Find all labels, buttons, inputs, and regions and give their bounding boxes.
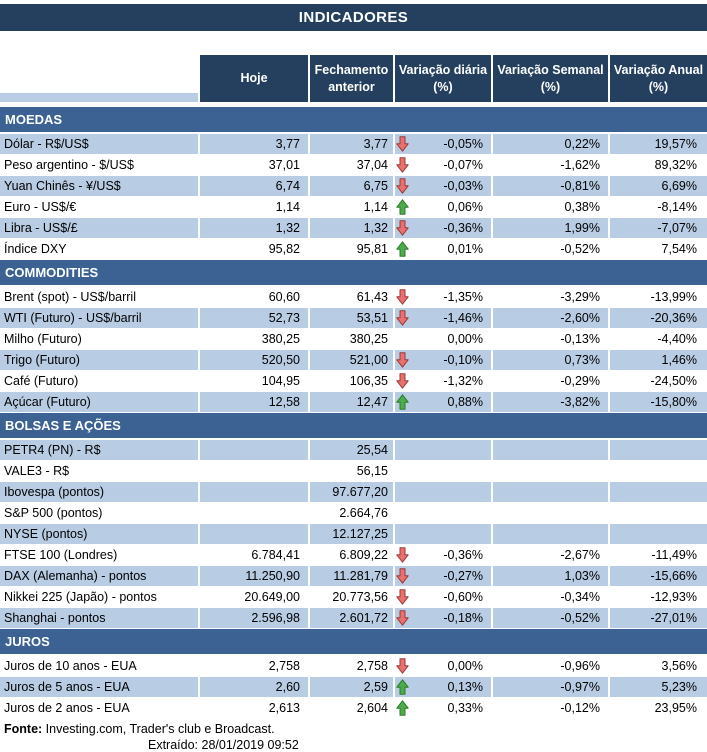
row-label: Peso argentino - $/US$ <box>0 155 200 175</box>
cell-hoje: 20.649,00 <box>200 587 310 607</box>
header-spacer <box>0 55 200 102</box>
cell-fechamento: 97.677,20 <box>310 482 395 502</box>
cell-fechamento: 380,25 <box>310 329 395 349</box>
cell-hoje: 2,613 <box>200 698 310 718</box>
source-line <box>0 722 707 736</box>
cell-variacao-anual: 5,23% <box>610 677 707 697</box>
cell-fechamento: 106,35 <box>310 371 395 391</box>
up-arrow-icon <box>396 394 409 410</box>
table-footer <box>0 722 707 752</box>
cell-hoje: 60,60 <box>200 287 310 307</box>
down-arrow-icon <box>396 568 409 584</box>
page-title: INDICADORES <box>0 4 707 31</box>
row-label: Índice DXY <box>0 239 200 259</box>
row-label: DAX (Alemanha) - pontos <box>0 566 200 586</box>
section-header-commodities: COMMODITIES <box>0 260 707 287</box>
cell-variacao-diaria <box>395 155 493 175</box>
cell-variacao-diaria <box>395 677 493 697</box>
cell-variacao-diaria <box>395 545 493 565</box>
cell-hoje: 380,25 <box>200 329 310 349</box>
table-row <box>0 218 707 239</box>
section-header-bolsas-e-a-es: BOLSAS E AÇÕES <box>0 413 707 440</box>
down-arrow-icon <box>396 157 409 173</box>
down-arrow-icon <box>396 136 409 152</box>
cell-variacao-anual <box>610 524 707 544</box>
table-row <box>0 155 707 176</box>
cell-fechamento: 56,15 <box>310 461 395 481</box>
section-header-moedas: MOEDAS <box>0 107 707 134</box>
cell-variacao-diaria <box>395 176 493 196</box>
variacao-diaria-value: -1,35% <box>443 290 483 304</box>
row-label: Açúcar (Futuro) <box>0 392 200 412</box>
row-label: Ibovespa (pontos) <box>0 482 200 502</box>
cell-hoje <box>200 482 310 502</box>
row-label: NYSE (pontos) <box>0 524 200 544</box>
up-arrow-icon <box>396 199 409 215</box>
table-header <box>0 55 707 102</box>
cell-variacao-semanal: -0,81% <box>493 176 610 196</box>
cell-variacao-anual: -13,99% <box>610 287 707 307</box>
cell-hoje: 3,77 <box>200 134 310 154</box>
cell-fechamento: 2.664,76 <box>310 503 395 523</box>
cell-hoje: 2,758 <box>200 656 310 676</box>
row-label: Milho (Futuro) <box>0 329 200 349</box>
variacao-diaria-value: -0,60% <box>443 590 483 604</box>
cell-variacao-anual: 6,69% <box>610 176 707 196</box>
up-arrow-icon <box>396 700 409 716</box>
cell-variacao-anual: -15,66% <box>610 566 707 586</box>
cell-hoje <box>200 524 310 544</box>
variacao-diaria-value: -0,10% <box>443 353 483 367</box>
table-row <box>0 134 707 155</box>
cell-variacao-semanal <box>493 440 610 460</box>
table-row <box>0 308 707 329</box>
cell-hoje: 37,01 <box>200 155 310 175</box>
variacao-diaria-value: 0,13% <box>447 680 483 694</box>
cell-variacao-semanal: 0,38% <box>493 197 610 217</box>
cell-fechamento: 3,77 <box>310 134 395 154</box>
cell-variacao-semanal <box>493 482 610 502</box>
cell-variacao-diaria <box>395 371 493 391</box>
cell-fechamento: 2.601,72 <box>310 608 395 628</box>
cell-fechamento: 1,14 <box>310 197 395 217</box>
row-label: VALE3 - R$ <box>0 461 200 481</box>
col-header-fechamento-anterior: Fechamento anterior <box>310 55 395 102</box>
cell-variacao-anual: -20,36% <box>610 308 707 328</box>
table-row <box>0 482 707 503</box>
table-row <box>0 698 707 719</box>
row-label: Yuan Chinês - ¥/US$ <box>0 176 200 196</box>
table-row <box>0 440 707 461</box>
table-row <box>0 461 707 482</box>
variacao-diaria-value: -0,27% <box>443 569 483 583</box>
cell-fechamento: 37,04 <box>310 155 395 175</box>
cell-variacao-anual: -15,80% <box>610 392 707 412</box>
cell-fechamento: 2,604 <box>310 698 395 718</box>
cell-variacao-semanal: -0,52% <box>493 239 610 259</box>
cell-variacao-diaria <box>395 482 493 502</box>
cell-fechamento: 2,758 <box>310 656 395 676</box>
cell-variacao-diaria <box>395 587 493 607</box>
cell-variacao-semanal: 0,22% <box>493 134 610 154</box>
cell-variacao-diaria <box>395 329 493 349</box>
cell-variacao-diaria <box>395 239 493 259</box>
row-label: Juros de 2 anos - EUA <box>0 698 200 718</box>
row-label: S&P 500 (pontos) <box>0 503 200 523</box>
variacao-diaria-value: -0,36% <box>443 548 483 562</box>
cell-variacao-semanal: -2,60% <box>493 308 610 328</box>
row-label: PETR4 (PN) - R$ <box>0 440 200 460</box>
cell-variacao-anual: 89,32% <box>610 155 707 175</box>
row-label: Juros de 10 anos - EUA <box>0 656 200 676</box>
variacao-diaria-value: 0,00% <box>447 659 483 673</box>
cell-fechamento: 53,51 <box>310 308 395 328</box>
table-row <box>0 587 707 608</box>
cell-fechamento: 61,43 <box>310 287 395 307</box>
down-arrow-icon <box>396 220 409 236</box>
cell-variacao-semanal <box>493 461 610 481</box>
cell-variacao-anual: 3,56% <box>610 656 707 676</box>
cell-variacao-diaria <box>395 656 493 676</box>
cell-fechamento: 6,75 <box>310 176 395 196</box>
cell-hoje: 6,74 <box>200 176 310 196</box>
row-label: FTSE 100 (Londres) <box>0 545 200 565</box>
cell-variacao-diaria <box>395 287 493 307</box>
table-row <box>0 524 707 545</box>
variacao-diaria-value: -0,07% <box>443 158 483 172</box>
down-arrow-icon <box>396 658 409 674</box>
down-arrow-icon <box>396 289 409 305</box>
table-row <box>0 392 707 413</box>
cell-variacao-diaria <box>395 218 493 238</box>
variacao-diaria-value: 0,01% <box>447 242 483 256</box>
row-label: Brent (spot) - US$/barril <box>0 287 200 307</box>
cell-variacao-anual: -8,14% <box>610 197 707 217</box>
cell-hoje: 2.596,98 <box>200 608 310 628</box>
section-header-juros: JUROS <box>0 629 707 656</box>
cell-variacao-semanal: 0,73% <box>493 350 610 370</box>
down-arrow-icon <box>396 310 409 326</box>
table-row <box>0 329 707 350</box>
cell-variacao-semanal <box>493 524 610 544</box>
cell-variacao-anual: -4,40% <box>610 329 707 349</box>
row-label: Shanghai - pontos <box>0 608 200 628</box>
cell-variacao-semanal: -0,34% <box>493 587 610 607</box>
cell-variacao-semanal: -0,52% <box>493 608 610 628</box>
source-label: Fonte: <box>4 722 43 736</box>
variacao-diaria-value: -0,18% <box>443 611 483 625</box>
down-arrow-icon <box>396 352 409 368</box>
cell-variacao-diaria <box>395 461 493 481</box>
variacao-diaria-value: -0,05% <box>443 137 483 151</box>
variacao-diaria-value: 0,06% <box>447 200 483 214</box>
cell-variacao-anual: -11,49% <box>610 545 707 565</box>
row-label: Trigo (Futuro) <box>0 350 200 370</box>
variacao-diaria-value: -0,03% <box>443 179 483 193</box>
down-arrow-icon <box>396 589 409 605</box>
cell-variacao-anual <box>610 482 707 502</box>
down-arrow-icon <box>396 547 409 563</box>
cell-variacao-semanal: -0,97% <box>493 677 610 697</box>
cell-hoje <box>200 440 310 460</box>
cell-variacao-diaria <box>395 350 493 370</box>
cell-variacao-semanal: -0,29% <box>493 371 610 391</box>
cell-hoje: 11.250,90 <box>200 566 310 586</box>
variacao-diaria-value: -1,46% <box>443 311 483 325</box>
variacao-diaria-value: 0,33% <box>447 701 483 715</box>
cell-hoje: 520,50 <box>200 350 310 370</box>
variacao-diaria-value: -0,36% <box>443 221 483 235</box>
table-row <box>0 566 707 587</box>
table-row <box>0 371 707 392</box>
table-row <box>0 350 707 371</box>
cell-variacao-diaria <box>395 698 493 718</box>
table-row <box>0 608 707 629</box>
cell-variacao-diaria <box>395 566 493 586</box>
table-row <box>0 677 707 698</box>
cell-hoje: 6.784,41 <box>200 545 310 565</box>
cell-hoje: 1,32 <box>200 218 310 238</box>
cell-variacao-anual: -7,07% <box>610 218 707 238</box>
cell-variacao-semanal: -3,82% <box>493 392 610 412</box>
cell-hoje <box>200 461 310 481</box>
cell-variacao-semanal: -3,29% <box>493 287 610 307</box>
cell-fechamento: 12.127,25 <box>310 524 395 544</box>
cell-variacao-anual: -12,93% <box>610 587 707 607</box>
cell-hoje <box>200 503 310 523</box>
cell-fechamento: 11.281,79 <box>310 566 395 586</box>
col-header-variacao-semanal: Variação Semanal (%) <box>493 55 610 102</box>
cell-fechamento: 2,59 <box>310 677 395 697</box>
cell-variacao-anual: 1,46% <box>610 350 707 370</box>
cell-variacao-anual <box>610 503 707 523</box>
cell-variacao-anual: 7,54% <box>610 239 707 259</box>
down-arrow-icon <box>396 178 409 194</box>
row-label: Dólar - R$/US$ <box>0 134 200 154</box>
cell-variacao-diaria <box>395 524 493 544</box>
cell-variacao-semanal: -0,96% <box>493 656 610 676</box>
col-header-variacao-diaria: Variação diária (%) <box>395 55 493 102</box>
up-arrow-icon <box>396 241 409 257</box>
cell-variacao-anual: -24,50% <box>610 371 707 391</box>
cell-variacao-semanal: -0,13% <box>493 329 610 349</box>
table-row <box>0 197 707 218</box>
cell-fechamento: 25,54 <box>310 440 395 460</box>
cell-variacao-anual <box>610 461 707 481</box>
cell-hoje: 95,82 <box>200 239 310 259</box>
up-arrow-icon <box>396 679 409 695</box>
cell-variacao-anual <box>610 440 707 460</box>
cell-variacao-semanal: -1,62% <box>493 155 610 175</box>
variacao-diaria-value: 0,88% <box>447 395 483 409</box>
extracted-timestamp: Extraído: 28/01/2019 09:52 <box>148 738 299 752</box>
table-row <box>0 176 707 197</box>
cell-variacao-diaria <box>395 308 493 328</box>
cell-fechamento: 1,32 <box>310 218 395 238</box>
cell-variacao-diaria <box>395 608 493 628</box>
down-arrow-icon <box>396 373 409 389</box>
row-label: Euro - US$/€ <box>0 197 200 217</box>
row-label: Libra - US$/£ <box>0 218 200 238</box>
cell-hoje: 12,58 <box>200 392 310 412</box>
col-header-variacao-anual: Variação Anual (%) <box>610 55 707 102</box>
cell-variacao-anual: 23,95% <box>610 698 707 718</box>
cell-fechamento: 95,81 <box>310 239 395 259</box>
variacao-diaria-value: -1,32% <box>443 374 483 388</box>
table-row <box>0 239 707 260</box>
table-row <box>0 287 707 308</box>
cell-variacao-diaria <box>395 392 493 412</box>
table-row <box>0 503 707 524</box>
row-label: Café (Futuro) <box>0 371 200 391</box>
row-label: Juros de 5 anos - EUA <box>0 677 200 697</box>
cell-variacao-semanal: 1,99% <box>493 218 610 238</box>
down-arrow-icon <box>396 610 409 626</box>
cell-hoje: 1,14 <box>200 197 310 217</box>
cell-fechamento: 521,00 <box>310 350 395 370</box>
cell-fechamento: 20.773,56 <box>310 587 395 607</box>
variacao-diaria-value: 0,00% <box>447 332 483 346</box>
source-text: Investing.com, Trader's club e Broadcast. <box>42 722 275 736</box>
cell-variacao-semanal <box>493 503 610 523</box>
cell-variacao-semanal: -0,12% <box>493 698 610 718</box>
table-row <box>0 656 707 677</box>
cell-variacao-semanal: 1,03% <box>493 566 610 586</box>
cell-fechamento: 12,47 <box>310 392 395 412</box>
cell-variacao-diaria <box>395 503 493 523</box>
cell-variacao-anual: 19,57% <box>610 134 707 154</box>
cell-variacao-diaria <box>395 197 493 217</box>
table-row <box>0 545 707 566</box>
cell-variacao-diaria <box>395 440 493 460</box>
row-label: Nikkei 225 (Japão) - pontos <box>0 587 200 607</box>
cell-variacao-anual: -27,01% <box>610 608 707 628</box>
row-label: WTI (Futuro) - US$/barril <box>0 308 200 328</box>
cell-hoje: 104,95 <box>200 371 310 391</box>
col-header-hoje: Hoje <box>200 55 310 102</box>
cell-hoje: 52,73 <box>200 308 310 328</box>
table-body <box>0 107 707 719</box>
cell-hoje: 2,60 <box>200 677 310 697</box>
indicators-table <box>0 55 707 719</box>
cell-fechamento: 6.809,22 <box>310 545 395 565</box>
cell-variacao-diaria <box>395 134 493 154</box>
cell-variacao-semanal: -2,67% <box>493 545 610 565</box>
